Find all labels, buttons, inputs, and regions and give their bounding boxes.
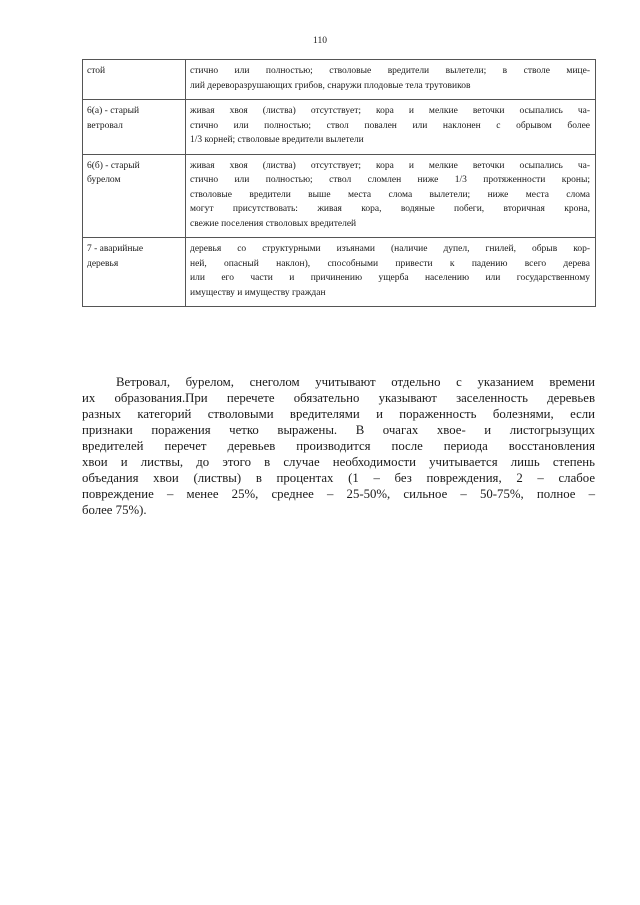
category-line: 7 - аварийные [87,244,144,254]
category-line: 6(а) - старый [87,106,140,116]
category-cell [83,60,186,100]
category-line: стой [87,66,106,76]
description-line: или его части и причинению ущерба населению или государственному [190,273,590,283]
description-cell [186,238,596,307]
page-number: 110 [313,36,327,46]
description-line: ней, опасный наклон), способными привести к падению всего дерева [190,258,590,269]
category-cell [83,100,186,155]
description-line: стично или полностью; ствол сломлен ниже 1/3 протяженности кроны; [190,175,590,185]
description-line: имуществу и имуществу граждан [190,287,326,298]
category-cell [83,238,186,307]
paragraph-line: объедания хвои (листвы) в процентах (1 – без повреждения, 2 – слабое [82,471,595,485]
paragraph-line: вредителей перечет деревьев производится после периода восстановления [82,439,595,453]
category-line: ветровал [87,120,123,131]
description-cell [186,60,596,100]
description-line: лий дереворазрушающих грибов, снаружи плодовые тела трутовиков [190,80,471,91]
description-line: стично или полностью; стволовые вредители вылетели; в стволе мице- [190,66,590,76]
table-row [83,154,596,238]
paragraph-line: Ветровал, бурелом, снеголом учитывают отдельно с указанием времени [116,375,595,389]
paragraph-line: более 75%). [82,503,147,517]
description-line: деревья со структурными изъянами (наличие дупел, гнилей, обрыв кор- [190,244,590,254]
category-line: бурелом [87,175,121,185]
paragraph-line: хвои и листвы, до этого в случае необходимости учитывается лишь степень [82,455,595,469]
description-line: живая хвоя (листва) отсутствует; кора и мелкие веточки осыпались ча- [190,160,590,171]
table-row [83,60,596,100]
description-line: стично или полностью; ствол повален или наклонен с обрывом более [190,120,590,131]
category-table [82,59,596,307]
description-line: 1/3 корней; стволовые вредители вылетели [190,135,364,145]
paragraph-line: их образования.При перечете обязательно указывают заселенность деревьев [82,391,595,405]
description-line: свежие поселения стволовых вредителей [190,218,357,229]
description-cell [186,154,596,238]
paragraph-line: признаки поражения четко выражены. В очагах хвое- и листогрызущих [82,423,595,437]
table-row [83,100,596,155]
description-line: стволовые вредители выше места слома вылетели; ниже места слома [190,189,590,200]
description-cell [186,100,596,155]
paragraph-line: повреждение – менее 25%, среднее – 25-50%, сильное – 50-75%, полное – [82,487,595,501]
table-row [83,238,596,307]
category-line: 6(б) - старый [87,160,140,171]
description-line: живая хвоя (листва) отсутствует; кора и мелкие веточки осыпались ча- [190,106,590,116]
paragraph-line: разных категорий стволовыми вредителями и пораженность болезнями, если [82,407,595,421]
body-paragraph [82,374,595,518]
category-line: деревья [87,258,119,269]
category-cell [83,154,186,238]
description-line: могут присутствовать: живая кора, водяные побеги, вторичная крона, [190,204,590,214]
